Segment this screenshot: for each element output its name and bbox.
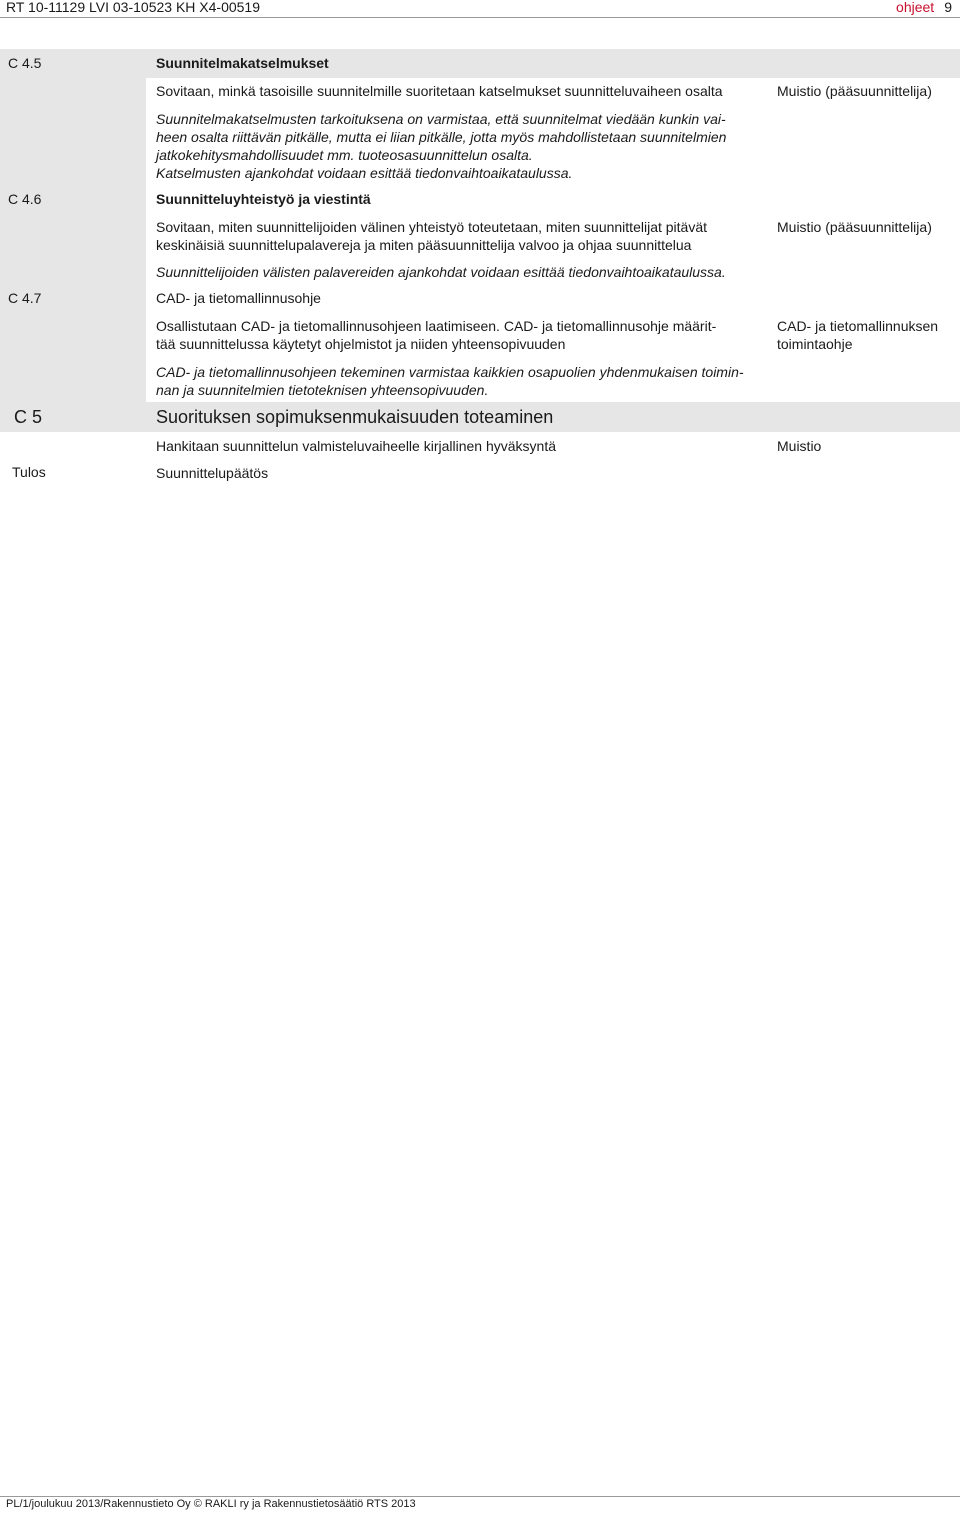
task-text-c47 [156,317,716,353]
task-text-c45: Sovitaan, minkä tasoisille suunnitelmille suoritetaan katselmukset suunnitteluvaiheen osalta [156,83,723,99]
deliverable-c45: Muistio (pääsuunnittelija) [777,83,932,99]
note-c47 [156,363,744,399]
section-code-c47: C 4.7 [8,290,42,306]
footer-text: PL/1/joulukuu 2013/Rakennustieto Oy © RAKLI ry ja Rakennustietosäätiö RTS 2013 [6,1498,416,1510]
document-codes: RT 10-11129 LVI 03-10523 KH X4-00519 [6,0,260,15]
section-title-c47: CAD- ja tietomallinnusohje [156,290,321,306]
note-c45 [156,110,726,182]
note-c46: Suunnittelijoiden välisten palavereiden ajankohdat voidaan esittää tiedonvaihtoaikataulussa. [156,264,726,280]
text-line: toimintaohje [777,336,853,352]
text-line: keskinäisiä suunnittelupalavereja ja miten pääsuunnittelija valvoo ja ohjaa suunnittelua [156,237,692,253]
note-line: CAD- ja tietomallinnusohjeen tekeminen varmistaa kaikkien osapuolien yhdenmukaisen toimin- [156,364,744,380]
task-text-c5: Hankitaan suunnittelun valmisteluvaiheelle kirjallinen hyväksyntä [156,438,556,454]
task-text-c46 [156,218,707,254]
header-rule [0,17,960,18]
left-code-column [0,49,146,424]
section-code-c5: C 5 [14,407,43,427]
section-code-c46: C 4.6 [8,191,42,207]
text-line: CAD- ja tietomallinnuksen [777,318,939,334]
deliverable-c5: Muistio [777,438,822,454]
section-title-c5: Suorituksen sopimuksenmukaisuuden toteaminen [156,407,554,427]
deliverable-c47 [777,317,938,353]
note-line: Suunnitelmakatselmusten tarkoituksena on varmistaa, että suunnitelmat viedään kunkin vai- [156,111,726,127]
deliverable-c46: Muistio (pääsuunnittelija) [777,219,932,235]
note-line: jatkokehitysmahdollisuudet mm. tuoteosasuunnittelun osalta. [156,147,533,163]
note-line: nan ja suunnitelmien tietoteknisen yhteensopivuuden. [156,382,489,398]
result-label: Tulos [12,464,46,480]
note-line: heen osalta riittävän pitkälle, mutta ei liian pitkälle, jotta myös mahdollistetaan suunnitelmien [156,129,727,145]
page-number: 9 [944,0,952,15]
footer-rule [0,1496,960,1497]
text-line: Osallistutaan CAD- ja tietomallinnusohjeen laatimiseen. CAD- ja tietomallinnusohje määrit- [156,318,717,334]
note-line: Katselmusten ajankohdat voidaan esittää tiedonvaihtoaikataulussa. [156,165,573,181]
section-title-c46: Suunnitteluyhteistyö ja viestintä [156,191,371,207]
section-title-c45: Suunnitelmakatselmukset [156,55,329,71]
section-code-c45: C 4.5 [8,55,42,71]
result-text: Suunnittelupäätös [156,465,269,481]
header-label: ohjeet [896,0,935,15]
text-line: Sovitaan, miten suunnittelijoiden välinen yhteistyö toteutetaan, miten suunnittelijat pitävät [156,219,708,235]
text-line: tää suunnittelussa käytetyt ohjelmistot ja niiden yhteensopivuuden [156,336,566,352]
page-header-right [896,0,952,15]
